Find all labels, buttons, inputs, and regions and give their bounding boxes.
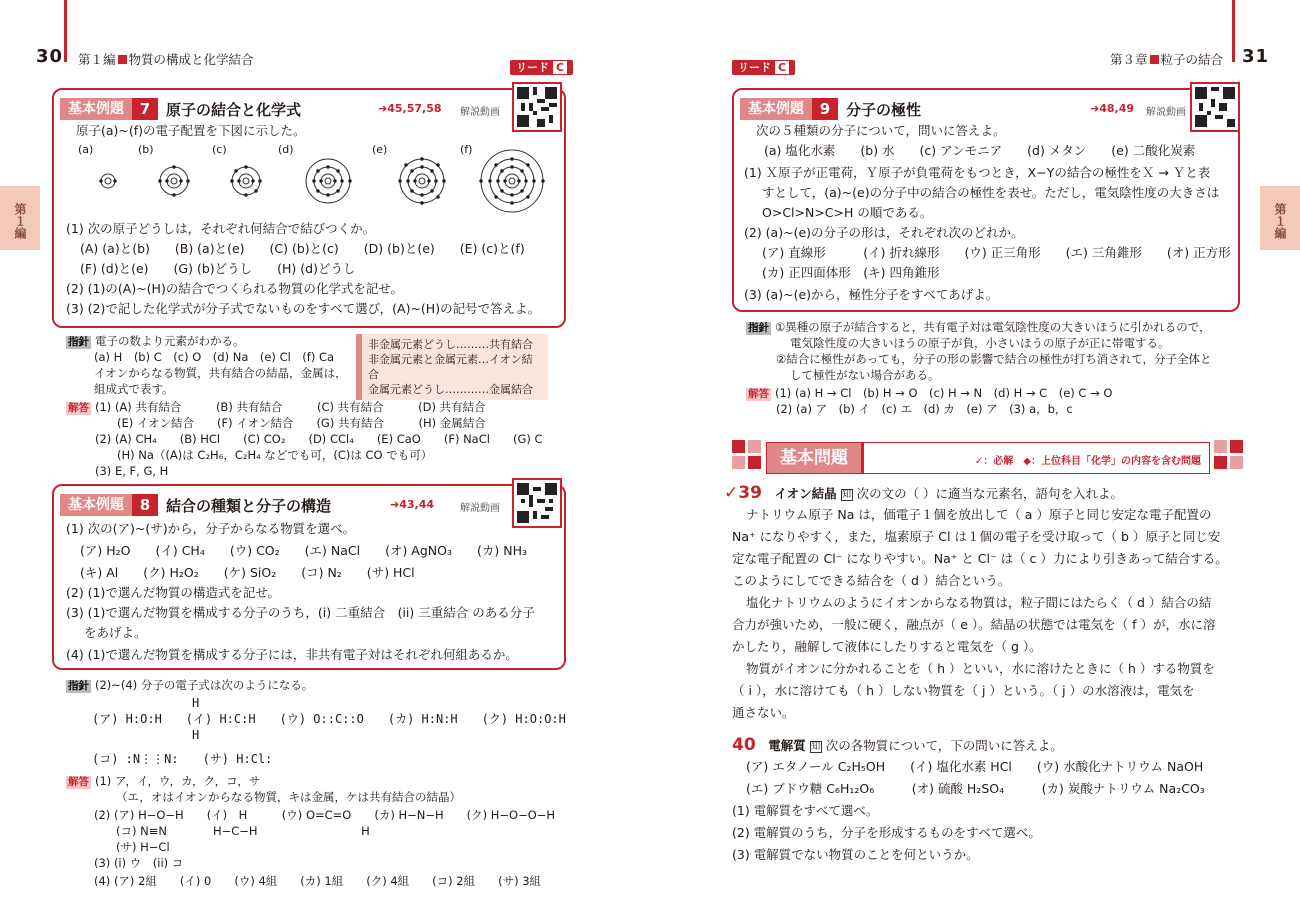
example-9-q1c: O>Cl>N>C>H の順である。	[762, 205, 933, 220]
ex8-hint: 指針 (2)~(4) 分子の電子式は次のようになる。	[68, 678, 314, 692]
example-7-intro: 原子(a)~(f)の電子配置を下図に示した。	[76, 123, 306, 138]
example-7-video[interactable]: 解説動画	[460, 107, 500, 118]
example-9-shapes-1: (ア) 直線形 (イ) 折れ線形 (ウ) 正三角形 (エ) 三角錐形 (オ) 正方形	[762, 245, 1231, 260]
example-7-q1-options-a: (A) (a)と(b) (B) (a)と(e) (C) (b)と(c) (D) (b)と(e) (E) (c)と(f)	[80, 241, 525, 256]
problem-39-text-5: 塩化ナトリウムのようにイオンからなる物質は，粒子間にはたらく（ d ）結合の結	[746, 595, 1212, 610]
bond-rules-note: 非金属元素どうし………共有結合 非金属元素と金属元素…イオン結合 金属元素どうし…………金属結合	[356, 334, 548, 400]
ex9-hint-line2: 電気陰性度の大きいほうの原子が負，小さいほうの原子が正に帯電する。	[790, 336, 1170, 350]
example-9-q1b: すとして，(a)~(e)の分子中の結合の極性を表せ。ただし，電気陰性度の大きさは	[762, 185, 1220, 200]
problem-40-q1: (1) 電解質をすべて選べ。	[732, 803, 879, 818]
ex8-answer-2c: (サ) H−Cl	[116, 840, 170, 854]
atom-label-d: (d)	[278, 144, 294, 156]
example-7-heading: 基本例題 7 原子の結合と化学式	[60, 98, 301, 120]
example-8-q1: (1) 次の(ア)~(サ)から，分子からなる物質を選べ。	[66, 521, 356, 536]
side-tab: 第１編	[1260, 186, 1300, 250]
ex7-answer-1b: (E) イオン結合 (F) イオン結合 (G) 共有結合 (H) 金属結合	[117, 416, 486, 430]
example-8-q4: (4) (1)で選んだ物質を構成する分子には，非共有電子対はそれぞれ何組あるか。	[66, 647, 518, 662]
right-page	[650, 0, 1300, 920]
qr-code-example-8[interactable]	[512, 478, 562, 528]
example-7-box	[52, 88, 566, 328]
example-7-ref: ➜45,57,58	[378, 102, 442, 115]
example-9-q3: (3) (a)~(e)から，極性分子をすべてあげよ。	[744, 287, 999, 302]
page-number: 31	[1242, 46, 1270, 67]
problem-39-text-8: 物質がイオンに分かれることを（ h ）といい，水に溶けたときに（ h ）する物質を	[746, 661, 1215, 676]
ex9-hint: 指針 ①異種の原子が結合すると，共有電子対は電気陰性度の大きいほうに引かれるので，	[748, 320, 1211, 334]
problem-40-choices-1: (ア) エタノール C₂H₅OH (イ) 塩化水素 HCl (ウ) 水酸化ナトリウム NaOH	[746, 759, 1204, 774]
ex9-answer-2: (2) (a) ア (b) イ (c) エ (d) カ (e) ア (3) a，b，c	[776, 402, 1073, 416]
section-deco-right	[1214, 440, 1243, 469]
ex8-electron-formulas-1: (ア) H:O:H (イ) H:C:H (ウ) O::C::O (カ) H:N:H (ク) H:O:O:H	[92, 712, 566, 726]
qr-code-example-7[interactable]	[512, 82, 562, 132]
example-8-box	[52, 484, 566, 670]
ex8-answer-1b: （エ，オはイオンからなる物質，キは金属，ケは共有結合の結晶）	[116, 790, 461, 804]
ex8-electron-h-bottom: H	[192, 728, 200, 742]
ex7-hint-line4: 組成式で表す。	[94, 382, 174, 396]
ex8-electron-formulas-2: (コ) :N⋮⋮N: (サ) H:Cl:	[92, 752, 273, 766]
running-header: 第１編 物質の構成と化学結合	[78, 52, 254, 67]
problem-39-text-10: 通さない。	[732, 705, 795, 720]
example-7-q1: (1) 次の原子どうしは，それぞれ何結合で結びつくか。	[66, 221, 376, 236]
ex7-answer-2: (2) (A) CH₄ (B) HCl (C) CO₂ (D) CCl₄ (E) CaO (F) NaCl (G) C	[95, 432, 543, 446]
ex9-hint-line3: ②結合に極性があっても，分子の形の影響で結合の極性が打ち消されて，分子全体と	[776, 352, 1212, 366]
atom-label-e: (e)	[372, 144, 388, 156]
atom-label-a: (a)	[78, 144, 94, 156]
ex7-answer-1: 解答 (1) (A) 共有結合 (B) 共有結合 (C) 共有結合 (D) 共有結合	[68, 400, 486, 414]
header-rule	[64, 0, 67, 62]
ex7-hint-line3: イオンからなる物質，共有結合の結晶，金属は，	[94, 366, 347, 380]
example-9-box	[732, 88, 1240, 312]
example-8-q2: (2) (1)で選んだ物質の構造式を記せ。	[66, 585, 281, 600]
running-header: 第３章 粒子の結合	[1110, 52, 1224, 67]
section-deco-left	[732, 440, 761, 469]
example-9-video[interactable]: 解説動画	[1146, 107, 1186, 118]
example-9-q2: (2) (a)~(e)の分子の形は，それぞれ次のどれか。	[744, 225, 1024, 240]
problem-40-heading: 40 電解質 知 次の各物質について，下の問いに答えよ。	[732, 735, 1063, 755]
ex8-answer-1: 解答 (1) ア，イ，ウ，カ，ク，コ，サ	[68, 774, 261, 788]
problem-40-q2: (2) 電解質のうち，分子を形成するものをすべて選べ。	[732, 825, 1041, 840]
ex9-hint-line4: して極性がない場合がある。	[790, 368, 940, 382]
example-7-q2: (2) (1)の(A)~(H)の結合でつくられる物質の化学式を記せ。	[66, 281, 403, 296]
example-8-heading: 基本例題 8 結合の種類と分子の構造	[60, 494, 331, 516]
problem-39-text-6: 合力が強いため，一般に硬く，融点が（ e ）。結晶の状態では電気を（ f ）が，水に溶	[732, 617, 1216, 632]
ex8-answer-2b: (コ) N≡N H−C−H H	[116, 824, 370, 838]
example-7-q1-options-b: (F) (d)と(e) (G) (b)どうし (H) (d)どうし	[80, 261, 356, 276]
atom-label-c: (c)	[212, 144, 227, 156]
problem-39-text-3: 定な電子配置の Cl⁻ になりやすい。Na⁺ と Cl⁻ は（ c ）力により引きあって結合する。	[732, 551, 1228, 566]
header-rule	[1232, 0, 1235, 62]
ex7-answer-2b: (H) Na（(A)は C₂H₆，C₂H₄ などでも可，(C)は CO でも可）	[117, 448, 433, 462]
example-8-q3: (3) (1)で選んだ物質を構成する分子のうち，(i) 二重結合 (ii) 三重結合 のある分子	[66, 605, 535, 620]
ex7-hint: 指針 電子の数より元素がわかる。	[68, 334, 245, 348]
example-8-choices-2: (キ) Al (ク) H₂O₂ (ケ) SiO₂ (コ) N₂ (サ) HCl	[80, 565, 415, 580]
example-9-heading: 基本例題 9 分子の極性	[740, 98, 921, 120]
problem-40-choices-2: (エ) ブドウ糖 C₆H₁₂O₆ (オ) 硫酸 H₂SO₄ (カ) 炭酸ナトリウム Na₂CO₃	[746, 781, 1205, 796]
ex7-answer-3: (3) E, F, G, H	[95, 464, 169, 478]
problem-39-text-2: Na⁺ になりやすく，また，塩素原子 Cl は１個の電子を受け取って（ b ）原子と同じ安	[732, 529, 1221, 544]
ex8-electron-h-top: H	[192, 696, 200, 710]
example-7-q3: (3) (2)で記した化学式が分子式でないものをすべて選び，(A)~(H)の記号で答えよ。	[66, 301, 541, 316]
example-8-choices-1: (ア) H₂O (イ) CH₄ (ウ) CO₂ (エ) NaCl (オ) AgNO₃ (カ) NH₃	[80, 543, 527, 558]
problem-39-text-7: かしたり，融解して液体にしたりすると電気を（ g ）。	[732, 639, 1042, 654]
example-8-ref: ➜43,44	[390, 498, 435, 511]
atom-label-f: (f)	[460, 144, 473, 156]
atom-label-b: (b)	[138, 144, 154, 156]
problem-40-q3: (3) 電解質でない物質のことを何というか。	[732, 847, 979, 862]
section-legend: ✓：必解 ◆：上位科目「化学」の内容を含む問題	[974, 456, 1201, 467]
ex8-answer-3: (3) (i) ウ (ii) コ	[94, 856, 184, 870]
problem-39-heading: ✓39 イオン結晶 知 次の文の（ ）に適当な元素名，語句を入れよ。	[724, 483, 1124, 503]
ex9-answer-1: 解答 (1) (a) H → Cl (b) H → O (c) H → N (d) H → C (e) C → O	[748, 386, 1113, 400]
atom-diagrams	[66, 144, 546, 224]
problem-39-text-4: このようにしてできる結合を（ d ）結合という。	[732, 573, 1011, 588]
ex7-hint-elements: (a) H (b) C (c) O (d) Na (e) Cl (f) Ca	[94, 350, 335, 364]
lead-badge: リード C	[510, 60, 573, 75]
example-9-shapes-2: (カ) 正四面体形 (キ) 四角錐形	[762, 265, 940, 280]
example-8-q3b: をあげよ。	[84, 625, 147, 640]
example-9-q1: (1) Ｘ原子が正電荷，Ｙ原子が負電荷をもつとき，X−Yの結合の極性をＸ → Ｙと表	[744, 165, 1211, 180]
page-number: 30	[36, 46, 64, 67]
lead-badge: リード C	[732, 60, 795, 75]
section-title: 基本問題	[767, 443, 864, 473]
example-9-ref: ➜48,49	[1090, 102, 1135, 115]
ex8-answer-2: (2) (ア) H−O−H (イ) H (ウ) O=C=O (カ) H−N−H (ク) H−O−O−H	[94, 808, 556, 822]
problem-39-text-9: （ i ），水に溶けても（ h ）しない物質を（ j ）という。（ j ）の水溶液は，電気を	[732, 683, 1195, 698]
section-band	[766, 442, 1210, 474]
example-9-molecules: (a) 塩化水素 (b) 水 (c) アンモニア (d) メタン (e) 二酸化炭素	[764, 143, 1196, 158]
qr-code-example-9[interactable]	[1190, 82, 1240, 132]
ex8-answer-4: (4) (ア) 2組 (イ) 0 (ウ) 4組 (カ) 1組 (ク) 4組 (コ) 2組 (サ) 3組	[94, 874, 542, 888]
problem-39-text-1: ナトリウム原子 Na は，価電子１個を放出して（ a ）原子と同じ安定な電子配置の	[746, 507, 1212, 522]
example-8-video[interactable]: 解説動画	[460, 503, 500, 514]
side-tab: 第１編	[0, 186, 40, 250]
example-9-intro: 次の５種類の分子について，問いに答えよ。	[756, 123, 1006, 138]
